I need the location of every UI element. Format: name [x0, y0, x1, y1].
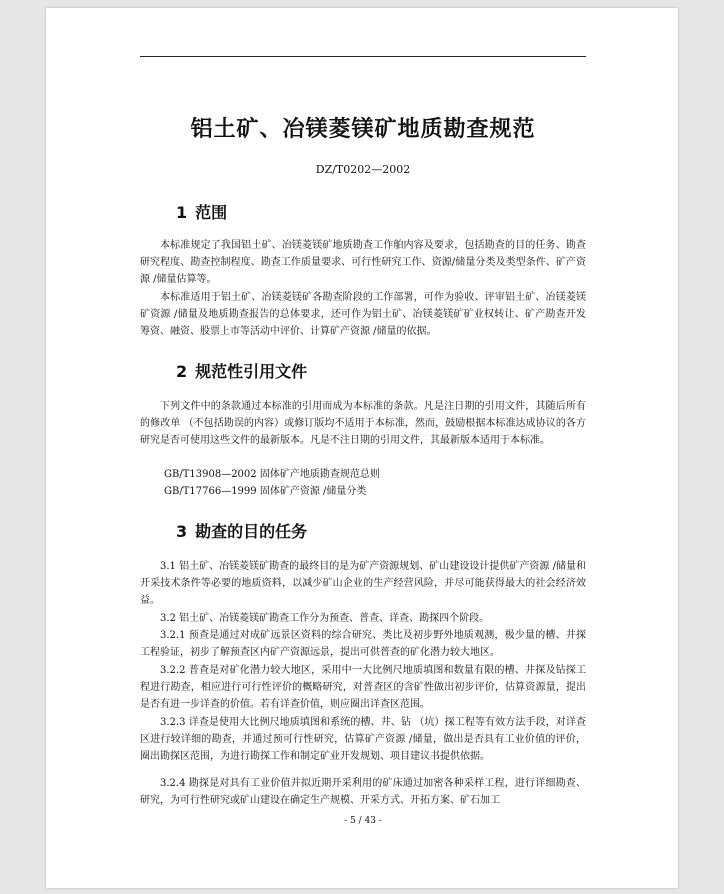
paragraph: 下列文件中的条款通过本标准的引用而成为本标准的条款。凡是注日期的引用文件，其随后所有的修改单 （不包括勘误的内容）或修订版均不适用于本标准，然而，鼓励根据本标准达成协议的各方研究是否可使用这些文件的最新版本。凡是不注日期的引用文件，其最新版本适用于本标准。: [140, 401, 586, 447]
header-rule: [140, 56, 586, 57]
reference-item: GB/T17766—1999 固体矿产资源 /储量分类: [164, 486, 367, 497]
section-number: 3: [176, 522, 188, 541]
clause: 3.1 铝土矿、冶镁菱镁矿勘查的最终目的是为矿产资源规划、矿山建设设计提供矿产资源 /储量和开采技术条件等必要的地质资料，以减少矿山企业的生产经营风险，并尽可能获得最大的社会经济效益。: [140, 561, 586, 607]
section-heading-2: [176, 359, 307, 382]
standard-code: DZ/T0202—2002: [315, 163, 411, 176]
paragraph: 本标准规定了我国铝土矿、冶镁菱镁矿地质勘查工作舶内容及要求，包括勘查的目的任务、勘查研究程度、勘查控制程度、勘查工作质量要求、可行性研究工作、资源/储量分类及类型条件、矿产资源 /储量估算等。: [140, 240, 586, 286]
clause: 3.2.4 勘探是对具有工业价值并拟近期开采利用的矿床通过加密各种采样工程，进行详细勘查、研究，为可行性研究或矿山建设在确定生产规模、开采方式、开拓方案、矿石加工: [140, 778, 586, 807]
clause: 3.2.1 预查是通过对成矿远景区资料的综合研究、类比及初步野外地质观测，极少量的槽、井探工程验证，初步了解预查区内矿产资源远景，提出可供普查的矿化潜力较大地区。: [140, 630, 586, 659]
page-number: - 5 / 43 -: [344, 816, 382, 826]
reference-item: GB/T13908—2002 固体矿产地质勘查规范总则: [164, 469, 380, 480]
clause: 3.2 铝土矿、冶镁菱镁矿勘查工作分为预查、普查、详查、勘探四个阶段。: [160, 613, 490, 624]
section-title: 规范性引用文件: [195, 362, 308, 381]
clause: 3.2.3 详查是使用大比例尺地质填图和系统的槽、井、钻 （坑）探工程等有效方法手段，对详查区进行较详细的勘查，并通过预可行性研究，估算矿产资源 /储量，做出是否具有工业价值的评价，圈出勘探区范围，为进行勘探工作和制定矿业开发规划、项目建议书提供依据。: [140, 717, 586, 763]
document-page: [46, 8, 678, 888]
section-heading-1: [176, 200, 227, 223]
paragraph: 本标准适用于铝土矿、冶镁菱镁矿各勘查阶段的工作部署，可作为验收、评审铝土矿、冶镁菱镁矿资源 /储量及地质勘查报告的总体要求，还可作为铝土矿、冶镁菱镁矿矿业权转让、矿产勘查开发筹资、融资、股票上市等活动中评价、计算矿产资源 /储量的依据。: [140, 292, 586, 338]
document-title: 铝土矿、冶镁菱镁矿地质勘查规范: [190, 117, 536, 142]
section-title: 勘查的目的任务: [195, 522, 308, 541]
clause: 3.2.2 普查是对矿化潜力较大地区，采用中一大比例尺地质填图和数量有限的槽、井探及钻探工程进行勘查，相应进行可行性评价的概略研究，对普查区的含矿性做出初步评价，估算资源量，提出是否有进一步详查的价值。若有详查价值，则应圈出详查区范围。: [140, 665, 586, 711]
section-title: 范围: [195, 203, 228, 222]
section-heading-3: [176, 519, 307, 542]
section-number: 1: [176, 203, 188, 222]
section-number: 2: [176, 362, 188, 381]
